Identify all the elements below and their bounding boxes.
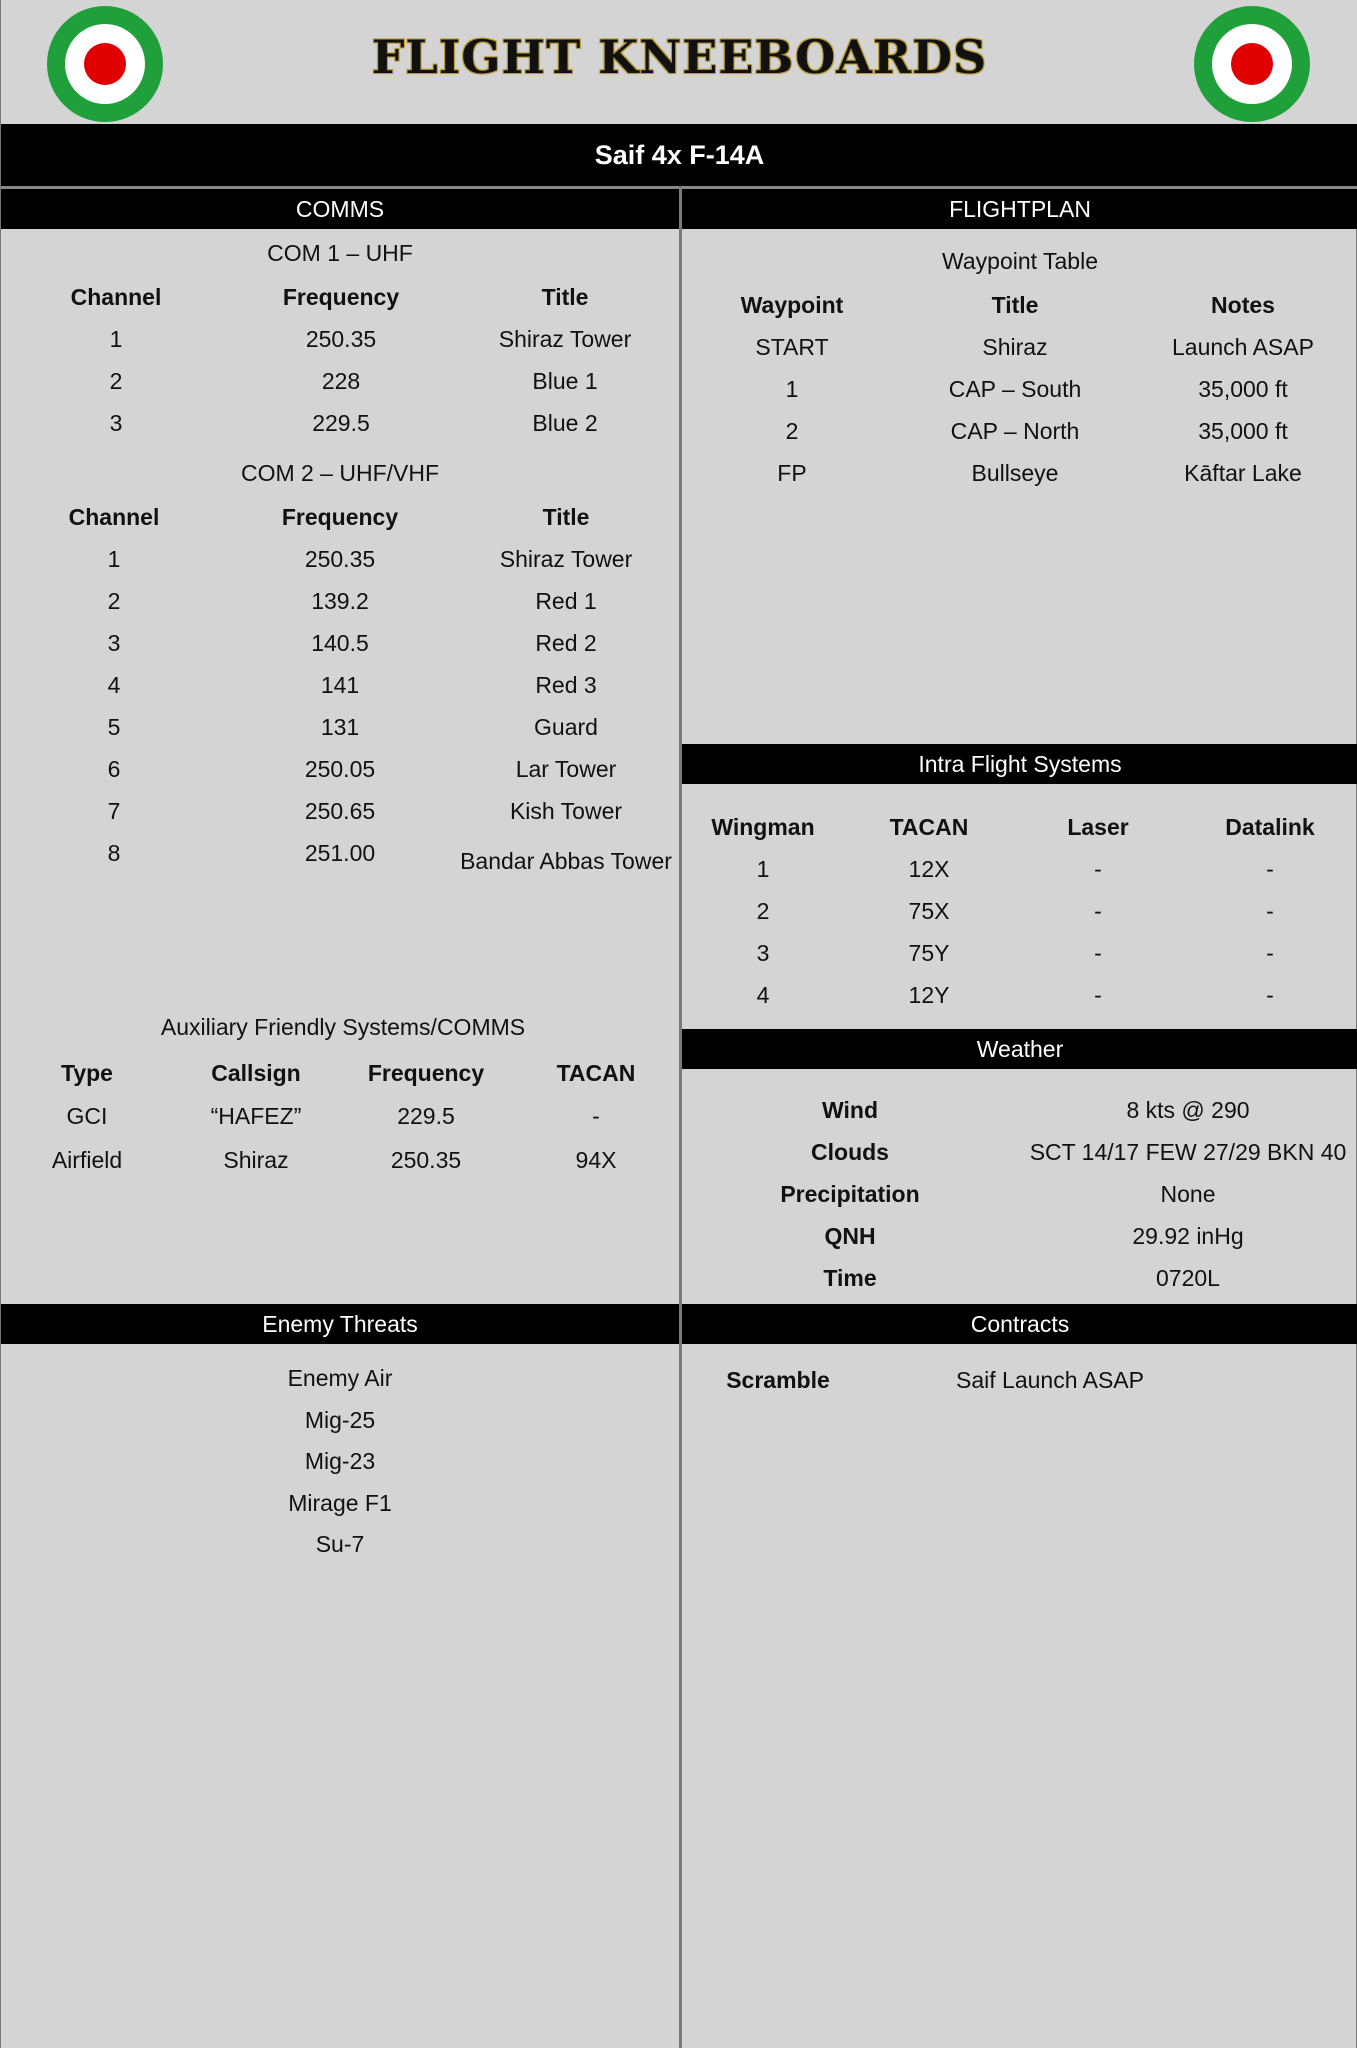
cell: 3 <box>107 629 121 656</box>
table-row <box>1 1094 679 1138</box>
cell: Lar Tower <box>515 755 617 782</box>
table-row <box>1 706 679 748</box>
com2-header-frequency: Frequency <box>281 503 399 530</box>
aux-header-tacan: TACAN <box>556 1059 636 1086</box>
cell: 5 <box>107 713 121 740</box>
cell: 2 <box>107 587 121 614</box>
contracts-table <box>682 1359 1357 1401</box>
cell: CAP – North <box>950 417 1080 444</box>
aux-title: Auxiliary Friendly Systems/COMMS <box>160 1014 526 1040</box>
cell: 141 <box>320 671 360 698</box>
com2-header-title: Title <box>542 503 590 530</box>
com1-title: COM 1 – UHF <box>267 240 413 266</box>
cell: Red 3 <box>535 671 597 698</box>
cell: - <box>1266 897 1274 924</box>
intra-flight-header: Intra Flight Systems <box>682 744 1357 784</box>
contracts-header: Contracts <box>682 1304 1357 1344</box>
com2-title: COM 2 – UHF/VHF <box>240 460 440 486</box>
cell: 2 <box>756 897 770 924</box>
waypoint-table <box>682 284 1357 494</box>
intra-flight-table <box>682 806 1357 1016</box>
table-row <box>682 974 1357 1016</box>
table-row <box>1 748 679 790</box>
cell: 35,000 ft <box>1198 375 1288 402</box>
weather-header: Weather <box>682 1029 1357 1069</box>
cell: 4 <box>756 981 770 1008</box>
cell: 75Y <box>908 939 950 966</box>
table-row <box>682 452 1357 494</box>
flightplan-header: FLIGHTPLAN <box>682 189 1357 229</box>
page-title: FLIGHT KNEEBOARDS <box>371 30 988 84</box>
weather-row-wind: Wind 8 kts @ 290 <box>822 1096 1250 1123</box>
cell: 250.35 <box>305 325 377 352</box>
cell: 1 <box>785 375 799 402</box>
table-row <box>682 410 1357 452</box>
cell: - <box>592 1102 600 1129</box>
table-row <box>1 318 679 360</box>
cell: 12X <box>908 855 950 882</box>
intra-header-datalink: Datalink <box>1225 813 1315 840</box>
cell: 250.35 <box>390 1146 462 1173</box>
cell: - <box>1266 855 1274 882</box>
cell: 250.05 <box>304 755 376 782</box>
cell: 2 <box>109 367 123 394</box>
cell: 1 <box>756 855 770 882</box>
cell: 228 <box>321 367 361 394</box>
cell: - <box>1094 981 1102 1008</box>
aux-table <box>1 1052 679 1182</box>
header <box>1 0 1357 124</box>
cell: 1 <box>109 325 123 352</box>
cell: 75X <box>908 897 950 924</box>
cell: 7 <box>107 797 121 824</box>
table-row <box>682 848 1357 890</box>
contract-row-scramble: Scramble Saif Launch ASAP <box>726 1366 1144 1393</box>
cell: - <box>1094 939 1102 966</box>
cell: START <box>755 333 829 360</box>
cell: Shiraz Tower <box>498 325 632 352</box>
cell: CAP – South <box>948 375 1082 402</box>
table-row <box>682 326 1357 368</box>
weather-row-clouds: Clouds SCT 14/17 FEW 27/29 BKN 40 <box>811 1138 1347 1165</box>
com1-header-channel: Channel <box>70 283 162 310</box>
cell: 251.00 <box>304 840 376 866</box>
waypoint-table-title: Waypoint Table <box>942 248 1098 274</box>
intra-header-laser: Laser <box>1067 813 1129 840</box>
cell: 12Y <box>908 981 950 1008</box>
cell: - <box>1266 981 1274 1008</box>
cell: 140.5 <box>311 629 369 656</box>
list-item: Mig-25 <box>304 1406 376 1433</box>
table-row <box>1 790 679 832</box>
aux-header-frequency: Frequency <box>367 1059 485 1086</box>
table-row <box>1 1138 679 1182</box>
cell: Blue 2 <box>532 409 598 436</box>
list-item: Mig-23 <box>304 1448 376 1474</box>
cell: FP <box>777 459 807 486</box>
cell: Shiraz <box>982 333 1048 360</box>
cell: Shiraz Tower <box>499 545 633 572</box>
cell: “HAFEZ” <box>210 1102 302 1129</box>
table-row <box>1 402 679 444</box>
weather-row-qnh: QNH 29.92 inHg <box>824 1222 1244 1249</box>
com1-header-frequency: Frequency <box>282 283 400 310</box>
cell: 4 <box>107 671 121 698</box>
com1-header-title: Title <box>541 283 589 310</box>
intra-header-wingman: Wingman <box>711 813 815 840</box>
waypoint-header-waypoint: Waypoint <box>740 291 844 318</box>
cell: 2 <box>785 417 799 444</box>
comms-header: COMMS <box>1 189 679 229</box>
weather-row-time: Time 0720L <box>823 1264 1220 1291</box>
cell: 131 <box>320 713 360 740</box>
table-row <box>1 832 679 882</box>
table-row <box>1 622 679 664</box>
table-row <box>682 932 1357 974</box>
cell: Red 1 <box>535 587 597 614</box>
cell: Bandar Abbas Tower <box>460 848 672 874</box>
cell: 1 <box>107 545 121 572</box>
cell: 6 <box>107 755 121 782</box>
cell: Kish Tower <box>509 797 623 824</box>
intra-header-tacan: TACAN <box>889 813 969 840</box>
cell: Blue 1 <box>532 367 598 394</box>
cell: Bullseye <box>971 459 1059 486</box>
table-row <box>1 360 679 402</box>
cell: Shiraz <box>223 1146 289 1173</box>
com2-header-channel: Channel <box>68 503 160 530</box>
cell: - <box>1094 897 1102 924</box>
enemy-threats-list <box>1 1358 679 1566</box>
waypoint-header-title: Title <box>991 291 1039 318</box>
cell: - <box>1094 855 1102 882</box>
cell: 229.5 <box>312 409 370 436</box>
cell: Red 2 <box>535 629 597 656</box>
cell: Kāftar Lake <box>1184 459 1302 486</box>
table-row <box>1 580 679 622</box>
cell: 3 <box>109 409 123 436</box>
cell: 250.65 <box>304 797 376 824</box>
roundel-right-icon <box>1194 6 1310 122</box>
cell: 94X <box>575 1146 617 1173</box>
cell: 139.2 <box>311 587 369 614</box>
list-item: Mirage F1 <box>288 1489 392 1516</box>
cell: Launch ASAP <box>1172 333 1314 360</box>
table-row <box>1 538 679 580</box>
waypoint-header-notes: Notes <box>1211 291 1275 318</box>
com2-table <box>1 496 679 882</box>
cell: 229.5 <box>397 1102 455 1129</box>
cell: Airfield <box>51 1146 123 1173</box>
aux-header-callsign: Callsign <box>211 1059 301 1086</box>
weather-table <box>682 1089 1357 1299</box>
table-row <box>1 664 679 706</box>
cell: 3 <box>756 939 770 966</box>
enemy-threats-header: Enemy Threats <box>1 1304 679 1344</box>
cell: 35,000 ft <box>1198 417 1288 444</box>
flight-banner: Saif 4x F-14A <box>1 124 1357 186</box>
cell: - <box>1266 939 1274 966</box>
cell: GCI <box>66 1102 108 1129</box>
cell: 250.35 <box>304 545 376 572</box>
aux-header-type: Type <box>61 1059 113 1086</box>
list-item: Enemy Air <box>287 1365 393 1391</box>
weather-row-precipitation: Precipitation None <box>780 1180 1216 1207</box>
cell: Guard <box>534 713 598 740</box>
table-row <box>682 368 1357 410</box>
list-item: Su-7 <box>315 1531 365 1557</box>
table-row <box>682 890 1357 932</box>
com1-table <box>1 276 679 444</box>
cell: 8 <box>107 840 121 866</box>
